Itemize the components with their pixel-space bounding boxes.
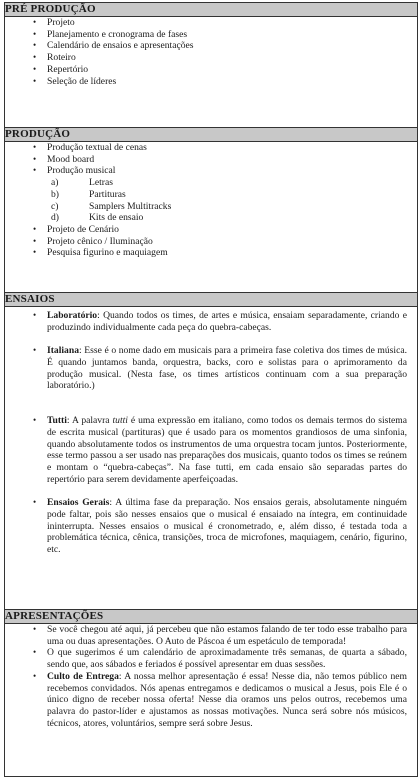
list-item: • Produção textual de cenas bbox=[33, 142, 147, 153]
section-body-pre-producao bbox=[5, 17, 418, 128]
sub-list-item: a) Letras bbox=[51, 177, 113, 189]
production-plan-table bbox=[4, 2, 418, 777]
list-item: • Planejamento e cronograma de fases bbox=[33, 28, 188, 40]
list-item: • Mood board bbox=[33, 153, 95, 165]
section-title-ensaios: ENSAIOS bbox=[5, 293, 418, 307]
section-body-ensaios bbox=[5, 307, 418, 610]
spacer bbox=[5, 404, 413, 416]
list-item: • Pesquisa figurino e maquiagem bbox=[33, 247, 168, 259]
section-title-apresentacoes: APRESENTAÇÕES bbox=[5, 610, 418, 624]
list-item: • Produção musical bbox=[33, 165, 116, 177]
list-item: • Tutti: A palavra tutti é uma expressão em italiano, como todos os demais termos do sistema de escrita musical (partituras) que é usado para os momentos grandiosos de uma sinfonia, quando absolutamente todos os instrumentos de uma orquestra tocam juntos. Posteriormente, esse termo passou a ser usado nas preparações dos musicais, quanto todos os times se reúnem e montam o “quebra-cabeças”. Na fase tutti, em cada ensaio são separadas partes do repertório para serem devidamente aperfeiçoadas. bbox=[33, 415, 407, 485]
section-title-producao: PRODUÇÃO bbox=[5, 128, 418, 142]
list-item: • Projeto bbox=[33, 17, 75, 28]
list-item: • Ensaios Gerais: A última fase da preparação. Nos ensaios gerais, absolutamente ninguém pode faltar, pois são nesses ensaios que o musical é ensaiado na íntegra, em continuidade ininterrupta. Nesses ensaios o musical é cronometrado, e, além disso, é testada toda a problemática técnica, cênica, transições, troca de microfones, maquiagem, cenário, figurino, etc. bbox=[33, 497, 407, 555]
list-item: • Se você chegou até aqui, já percebeu que não estamos falando de ter todo esse trabalho para uma ou duas apresentações. O Auto de Páscoa é um espetáculo de temporada! bbox=[33, 624, 407, 647]
list-item: • Italiana: Esse é o nome dado em musicais para a primeira fase coletiva dos times de música. É quando juntamos banda, orquestra, backs, coro e solistas para o aprimoramento da produção musical. (Nesta fase, os times artísticos continuam com a sua preparação laboratório.) bbox=[33, 345, 407, 392]
list-item: • Seleção de líderes bbox=[33, 75, 117, 87]
list-item: • Culto de Entrega: A nossa melhor apresentação é essa! Nesse dia, não temos público nem recebemos convidados. Nós apenas entregamos e dedicamos o musical a Jesus, pois Ele é o único digno de receber nossa oferta! Nesse dia oramos uns pelos outros, recebemos uma palavra do pastor-líder e ajustamos as nossas motivações. Nunca será sobre nós músicos, técnicos, atores, voluntários, sempre será sobre Jesus. bbox=[33, 670, 407, 729]
list-item: • O que sugerimos é um calendário de aproximadamente três semanas, de quarta a sábado, sendo que, aos sábados e feriados é possível apresentar em duas sessões. bbox=[33, 647, 407, 671]
sub-list-item: d) Kits de ensaio bbox=[51, 212, 144, 224]
sub-list-item: b) Partituras bbox=[51, 188, 126, 200]
list-item: • Projeto de Cenário bbox=[33, 223, 119, 235]
list-item: • Projeto cênico / Iluminação bbox=[33, 235, 153, 247]
spacer bbox=[5, 486, 413, 498]
list-item: • Repertório bbox=[33, 63, 89, 75]
list-item: • Roteiro bbox=[33, 52, 76, 64]
section-title-pre-producao: PRÉ PRODUÇÃO bbox=[5, 3, 418, 17]
list-item: • Laboratório: Quando todos os times, de artes e música, ensaiam separadamente, criando e produzindo individualmente cada peça do quebra-cabeças. bbox=[33, 310, 407, 333]
spacer bbox=[5, 333, 413, 345]
list-item: • Calendário de ensaios e apresentações bbox=[33, 40, 194, 52]
spacer bbox=[5, 392, 413, 404]
section-body-apresentacoes bbox=[5, 624, 418, 777]
section-body-producao bbox=[5, 142, 418, 293]
sub-list-item: c) Samplers Multitracks bbox=[51, 200, 172, 212]
